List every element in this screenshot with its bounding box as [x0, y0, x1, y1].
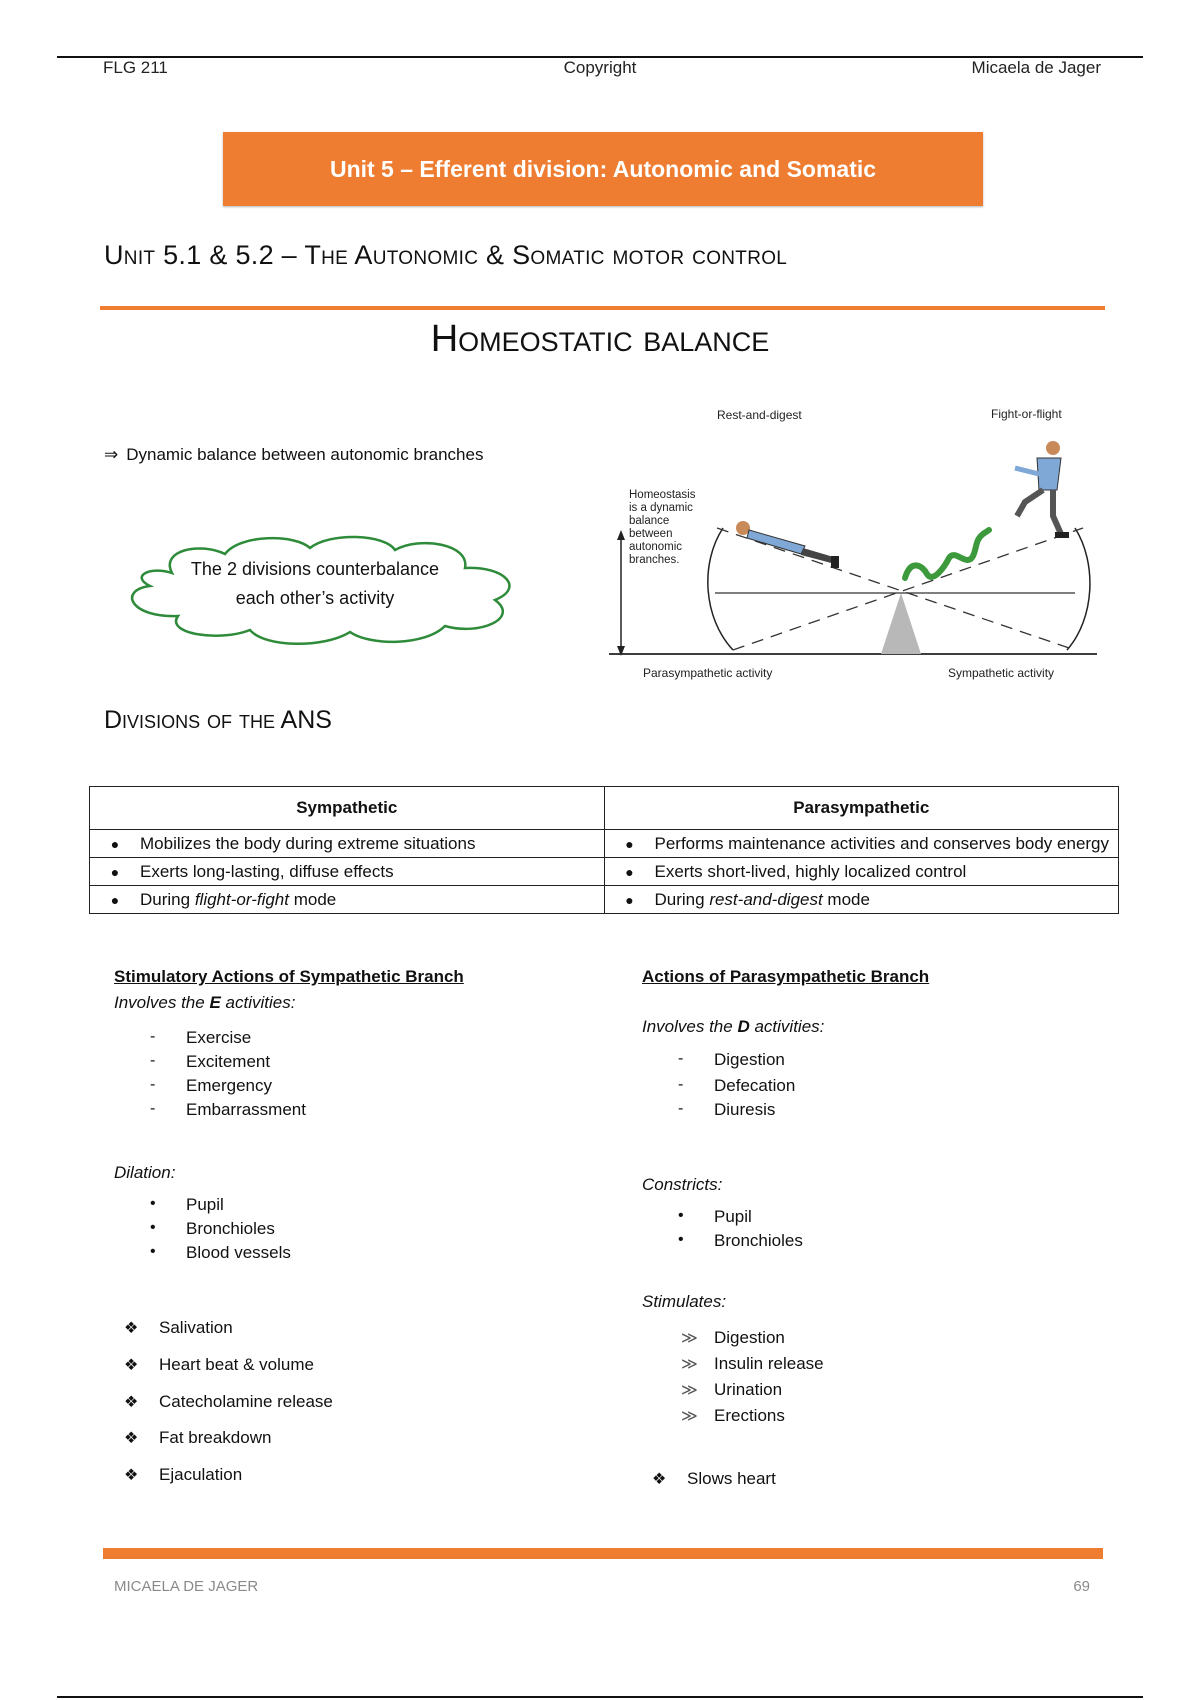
sympathetic-action-item: Catecholamine release [159, 1392, 333, 1411]
sympathetic-action-item: Heart beat & volume [159, 1355, 314, 1374]
stimulates-label: Stimulates: [642, 1292, 727, 1311]
cloud-text [150, 555, 480, 613]
cloud-line-2: each other’s activity [235, 588, 395, 608]
homeostasis-note-line-6: branches. [629, 554, 680, 566]
resting-person-icon [736, 521, 839, 568]
vertical-arrow-head-top [617, 530, 625, 540]
sympathetic-action-item: Ejaculation [159, 1465, 243, 1484]
e-activity-item: Excitement [186, 1052, 271, 1071]
dash-marker: - [150, 1076, 156, 1093]
dynamic-balance-line [104, 445, 483, 465]
snake-icon [905, 530, 989, 578]
section-rule [100, 306, 1105, 310]
ans-divisions-table [89, 786, 1119, 914]
parasympathetic-actions-heading: Actions of Parasympathetic Branch [642, 967, 930, 986]
dot-marker: • [150, 1195, 156, 1212]
constricts-item: Pupil [714, 1207, 752, 1226]
sympathetic-actions-heading: Stimulatory Actions of Sympathetic Branch [114, 967, 464, 986]
fight-or-flight-label: Fight-or-flight [991, 407, 1062, 421]
table-row [90, 886, 1119, 914]
dot-marker: • [678, 1231, 684, 1248]
diamond-bullet-icon: ❖ [124, 1394, 139, 1411]
parasympathetic-activity-label: Parasympathetic activity [643, 666, 773, 680]
d-activity-item: Diuresis [714, 1100, 776, 1119]
involves-post: activities: [220, 993, 296, 1012]
involves-letter: D [737, 1017, 750, 1036]
chevron-bullet-icon: ≫ [681, 1356, 698, 1373]
table-cell [90, 830, 605, 858]
table-header-row [90, 787, 1119, 830]
table-cell [604, 858, 1119, 886]
cell-text: Mobilizes the body during extreme situations [140, 833, 476, 853]
sympathetic-action-item: Fat breakdown [159, 1428, 272, 1447]
stimulates-item: Insulin release [714, 1354, 824, 1373]
footer-bar [103, 1548, 1103, 1559]
involves-post: activities: [749, 1017, 825, 1036]
stimulates-item: Digestion [714, 1328, 785, 1347]
rest-and-digest-label: Rest-and-digest [717, 408, 802, 422]
dash-marker: - [678, 1050, 684, 1067]
cell-text-pre: During [654, 889, 710, 909]
homeostasis-figure [605, 398, 1105, 688]
dash-marker: - [150, 1028, 156, 1045]
homeostasis-note-line-1: Homeostasis [629, 489, 696, 501]
diamond-bullet-icon: ❖ [124, 1320, 139, 1337]
chevron-bullet-icon: ≫ [681, 1382, 698, 1399]
homeostasis-note-line-2: is a dynamic [629, 502, 693, 514]
dilation-item: Bronchioles [186, 1219, 275, 1238]
constricts-item: Bronchioles [714, 1231, 803, 1250]
unit-banner [223, 132, 983, 206]
cloud-line-1: The 2 divisions counterbalance [190, 559, 440, 579]
dot-marker: • [150, 1219, 156, 1236]
dash-marker: - [150, 1052, 156, 1069]
bullet-icon: ● [110, 835, 120, 852]
dash-marker: - [678, 1100, 684, 1117]
header-sympathetic: Sympathetic [90, 787, 605, 830]
bullet-icon: ● [625, 891, 634, 908]
diamond-bullet-icon: ❖ [124, 1430, 139, 1447]
header-author: Micaela de Jager [971, 58, 1101, 77]
slows-heart-item: Slows heart [687, 1469, 776, 1488]
implies-arrow-icon: ⇒ [104, 445, 119, 464]
dilation-label: Dilation: [114, 1163, 176, 1182]
diamond-bullet-icon: ❖ [124, 1467, 139, 1484]
unit-banner-text: Unit 5 – Efferent division: Autonomic and Somatic [329, 155, 877, 182]
cell-text-em: rest-and-digest [709, 889, 823, 909]
dash-marker: - [678, 1076, 684, 1093]
homeostatic-title: Homeostatic balance [430, 318, 770, 360]
header-parasympathetic: Parasympathetic [604, 787, 1119, 830]
header-course-code: FLG 211 [103, 58, 168, 77]
bullet-icon: ● [110, 891, 120, 908]
bullet-icon: ● [625, 863, 634, 880]
sympathetic-action-item: Salivation [159, 1318, 233, 1337]
table-cell [90, 886, 605, 914]
cell-text-post: mode [822, 889, 870, 909]
dash-marker: - [150, 1100, 156, 1117]
fulcrum [881, 593, 921, 654]
involves-pre: Involves the [114, 993, 210, 1012]
cell-text: Performs maintenance activities and conserves body energy [654, 833, 1110, 853]
e-activity-item: Embarrassment [186, 1100, 306, 1119]
d-activity-item: Digestion [714, 1050, 785, 1069]
table-row [90, 858, 1119, 886]
footer-author: MICAELA DE JAGER [114, 1578, 259, 1595]
e-activity-item: Emergency [186, 1076, 272, 1095]
sympathetic-involves-line [114, 993, 295, 1013]
homeostasis-note-line-5: autonomic [629, 541, 683, 553]
table-cell [90, 858, 605, 886]
running-person-icon [1015, 441, 1069, 538]
dilation-item: Pupil [186, 1195, 224, 1214]
d-activity-item: Defecation [714, 1076, 796, 1095]
cell-text [655, 890, 870, 910]
chevron-bullet-icon: ≫ [681, 1408, 698, 1425]
cell-text-post: mode [289, 889, 337, 909]
diamond-bullet-icon: ❖ [124, 1357, 139, 1374]
constricts-label: Constricts: [642, 1175, 723, 1194]
cell-text [140, 890, 336, 910]
footer-page-number: 69 [1073, 1578, 1090, 1595]
bullet-icon: ● [110, 863, 120, 880]
stimulates-item: Urination [714, 1380, 783, 1399]
stimulates-item: Erections [714, 1406, 785, 1425]
parasympathetic-involves-line [642, 1017, 824, 1037]
cell-text: Exerts long-lasting, diffuse effects [140, 861, 394, 881]
bullet-icon: ● [625, 835, 634, 852]
involves-pre: Involves the [642, 1017, 738, 1036]
homeostasis-note-line-4: between [629, 528, 673, 540]
chevron-bullet-icon: ≫ [681, 1330, 698, 1347]
left-arc [708, 528, 733, 650]
dot-marker: • [678, 1207, 684, 1224]
diamond-bullet-icon: ❖ [652, 1471, 667, 1488]
table-cell [604, 886, 1119, 914]
dynamic-balance-text: Dynamic balance between autonomic branches [126, 445, 484, 464]
divisions-title: Divisions of the ANS [104, 706, 332, 734]
table-row [90, 830, 1119, 858]
unit-title: Unit 5.1 & 5.2 – The Autonomic & Somatic motor control [104, 240, 788, 270]
table-cell [604, 830, 1119, 858]
e-activity-item: Exercise [186, 1028, 252, 1047]
cell-text-em: flight-or-fight [194, 889, 289, 909]
header-copyright: Copyright [563, 58, 637, 77]
homeostasis-note [629, 489, 696, 566]
dilation-item: Blood vessels [186, 1243, 291, 1262]
cell-text: Exerts short-lived, highly localized control [654, 861, 967, 881]
involves-letter: E [209, 993, 221, 1012]
right-arc [1067, 528, 1090, 650]
cell-text-pre: During [140, 889, 195, 909]
bottom-rule [57, 1696, 1143, 1698]
dot-marker: • [150, 1243, 156, 1260]
sympathetic-activity-label: Sympathetic activity [948, 666, 1055, 680]
homeostasis-note-line-3: balance [629, 515, 670, 527]
